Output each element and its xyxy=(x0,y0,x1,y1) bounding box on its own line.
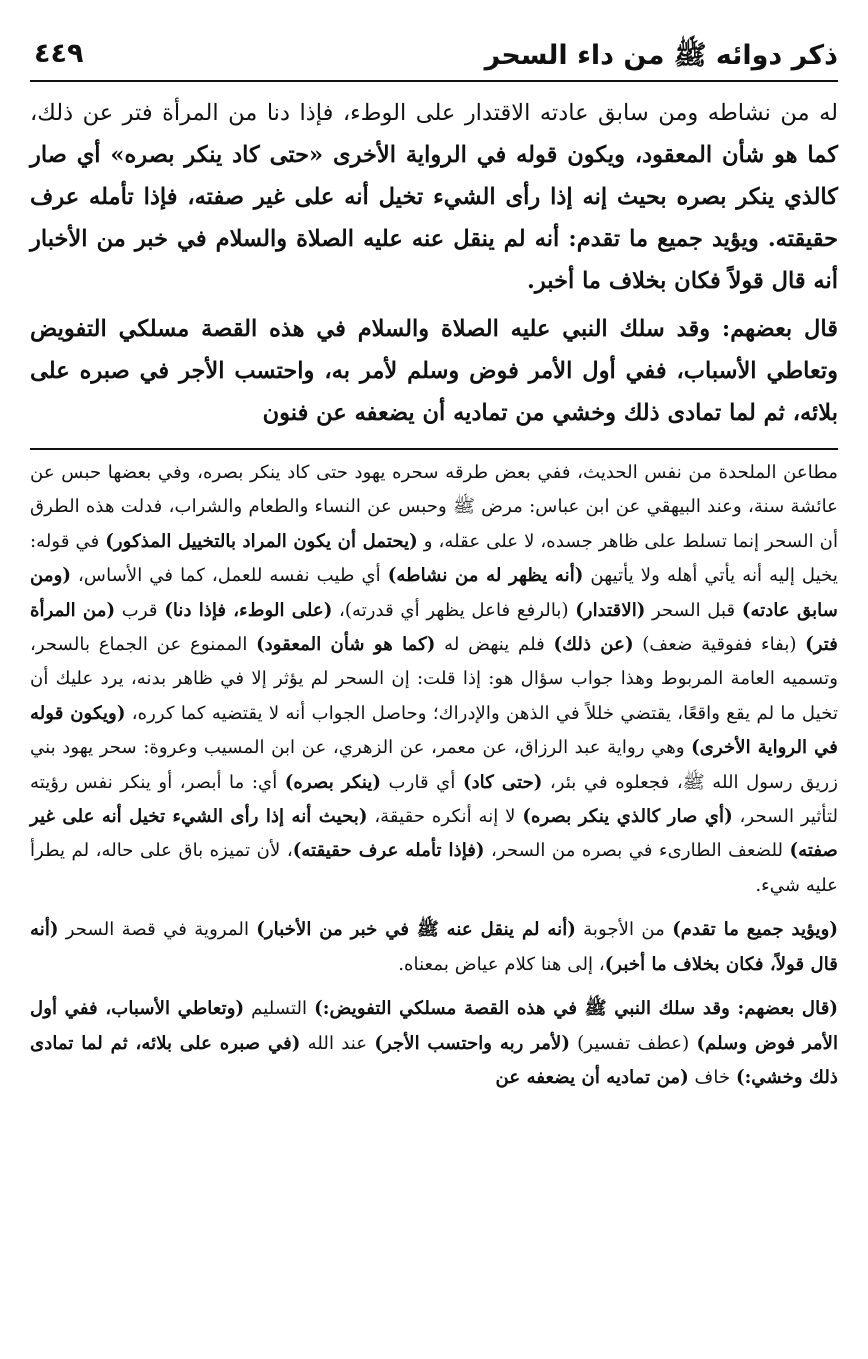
text-run: خاف xyxy=(688,1066,736,1088)
quoted-text: (قال بعضهم: وقد سلك النبي ﷺ في هذه القصة مسلكي التفويض:) xyxy=(314,998,838,1020)
quoted-text: (في صبره على بلائه، ثم لما تمادى ذلك وخشي:) xyxy=(30,1032,838,1088)
quoted-text: (بحيث أنه إذا رأى الشيء تخيل أنه على غير صفته) xyxy=(30,806,838,862)
text-run: قرب xyxy=(115,599,165,621)
quoted-text: (ويكون قوله في الرواية الأخرى) xyxy=(30,702,838,759)
quoted-text: كما هو شأن المعقود، ويكون قوله في الرواية الأخرى «حتى كاد ينكر بصره» أي صار كالذي ينكر بصره بحيث إنه إذا رأى الشيء تخيل أنه على غير صفته، فإذا تأمله عرف حقيقته. ويؤيد جميع ما تقدم: أنه لم ينقل عنه عليه الصلاة والسلام في خبر من الأخبار أنه قال قولاً فكان بخلاف ما أخبر. xyxy=(30,142,838,294)
commentary-text xyxy=(30,456,838,1095)
text-run: (عطف تفسير) xyxy=(569,1032,697,1054)
commentary-paragraph xyxy=(30,913,838,982)
quoted-text: (أنه لم ينقل عنه ﷺ في خبر من الأخبار) xyxy=(256,919,576,941)
quoted-text: (كما هو شأن المعقود) xyxy=(256,634,436,656)
quoted-text: (وتعاطي الأسباب، ففي أول الأمر فوض وسلم) xyxy=(30,998,839,1054)
text-run: ، لأن تميزه باق على حاله، لم يطرأ عليه شيء. xyxy=(30,840,838,896)
text-run: في قوله: يخيل إليه أنه يأتي أهله ولا يأتيهن xyxy=(30,530,838,587)
text-run: لا إنه أنكره حقيقة، xyxy=(367,806,523,828)
text-run: أي طيب نفسه للعمل، كما في الأساس، xyxy=(70,565,388,587)
page-number: ٤٤٩ xyxy=(34,38,84,69)
quoted-text: قال بعضهم: وقد سلك النبي عليه الصلاة والسلام في هذه القصة مسلكي التفويض وتعاطي الأسباب، ففي أول الأمر فوض وسلم لأمر به، واحتسب الأجر في صبره على بلائه، ثم لما تمادى ذلك وخشي من تماديه أن يضعفه عن فنون xyxy=(30,316,838,426)
quoted-text: (أنه يظهر له من نشاطه) xyxy=(387,565,584,587)
text-run: المروية في قصة السحر xyxy=(58,919,257,941)
quoted-text: (عن ذلك) xyxy=(553,634,634,656)
text-run: ، إلى هنا كلام عياض بمعناه. xyxy=(398,953,605,975)
text-run: (بالرفع فاعل يظهر أي قدرته)، xyxy=(332,599,576,621)
text-run: له من نشاطه ومن سابق عادته الاقتدار على الوطء، فإذا دنا من المرأة فتر عن ذلك، xyxy=(30,100,838,126)
quoted-text: (ويؤيد جميع ما تقدم) xyxy=(672,919,839,941)
quoted-text: (على الوطء، فإذا دنا) xyxy=(164,599,333,621)
text-run: وهي رواية عبد الرزاق، عن معمر، عن الزهري، عن ابن المسيب وعروة: سحر يهود بني زريق رسول الله ﷺ، فجعلوه في بئر، xyxy=(30,737,838,793)
quoted-text: (أنه قال قولاً، فكان بخلاف ما أخبر) xyxy=(30,919,838,975)
chapter-title: ذكر دوائه ﷺ من داء السحر xyxy=(484,40,838,71)
text-run: من الأجوبة xyxy=(575,919,673,941)
text-run: أي قارب xyxy=(381,771,463,793)
text-run: قبل السحر xyxy=(645,599,742,621)
text-run: فلم ينهض له xyxy=(435,634,554,656)
commentary-paragraph xyxy=(30,456,838,903)
footnote-divider xyxy=(30,448,838,450)
quoted-text: (حتى كاد) xyxy=(462,771,543,793)
quoted-text: (فإذا تأمله عرف حقيقته) xyxy=(292,840,485,862)
text-run: الممنوع عن الجماع بالسحر، وتسميه العامة المربوط وهذا جواب سؤال هو: إذا قلت: إن السحر لم يؤثر إلا في ظاهر بدنه، يرد عليك أن تخيل ما لم يقع واقعًا، يقتضي خللاً في الذهن والإدراك؛ وحاصل الجواب أنه لا يقتضيه كما كرره، xyxy=(30,634,839,724)
quoted-text: (الاقتدار) xyxy=(575,599,646,621)
quoted-text: (لأمر ربه واحتسب الأجر) xyxy=(374,1032,570,1054)
quoted-text: (من المرأة فتر) xyxy=(30,599,838,656)
main-paragraph xyxy=(30,308,838,434)
text-run: التسليم xyxy=(244,998,315,1020)
commentary-paragraph xyxy=(30,992,838,1095)
quoted-text: (يحتمل أن يكون المراد بالتخييل المذكور) xyxy=(105,530,418,552)
main-text xyxy=(30,92,838,434)
main-paragraph xyxy=(30,92,838,302)
page xyxy=(30,32,838,1101)
text-run: أي: ما أبصر، أو ينكر نفس رؤيته لتأثير السحر، xyxy=(30,771,838,828)
quoted-text: (ومن سابق عادته) xyxy=(30,565,838,621)
quoted-text: (من تماديه أن يضعفه عن xyxy=(495,1066,689,1088)
text-run: عند الله xyxy=(300,1032,375,1054)
text-run: للضعف الطارىء في بصره من السحر، xyxy=(484,840,790,862)
quoted-text: (أي صار كالذي ينكر بصره) xyxy=(522,806,733,828)
running-header xyxy=(30,32,838,82)
text-run: مطاعن الملحدة من نفس الحديث، ففي بعض طرقه سحره يهود حتى كاد ينكر بصره، وفي بعضها حبس عن عائشة سنة، وعند البيهقي عن ابن عباس: مرض ﷺ وحبس عن النساء والطعام والشراب، فدلت هذه الطرق أن السحر إنما تسلط على ظاهر جسده، لا على عقله، و xyxy=(30,462,838,552)
text-run: (بفاء ففوقية ضعف) xyxy=(633,634,806,656)
quoted-text: (ينكر بصره) xyxy=(284,771,382,793)
